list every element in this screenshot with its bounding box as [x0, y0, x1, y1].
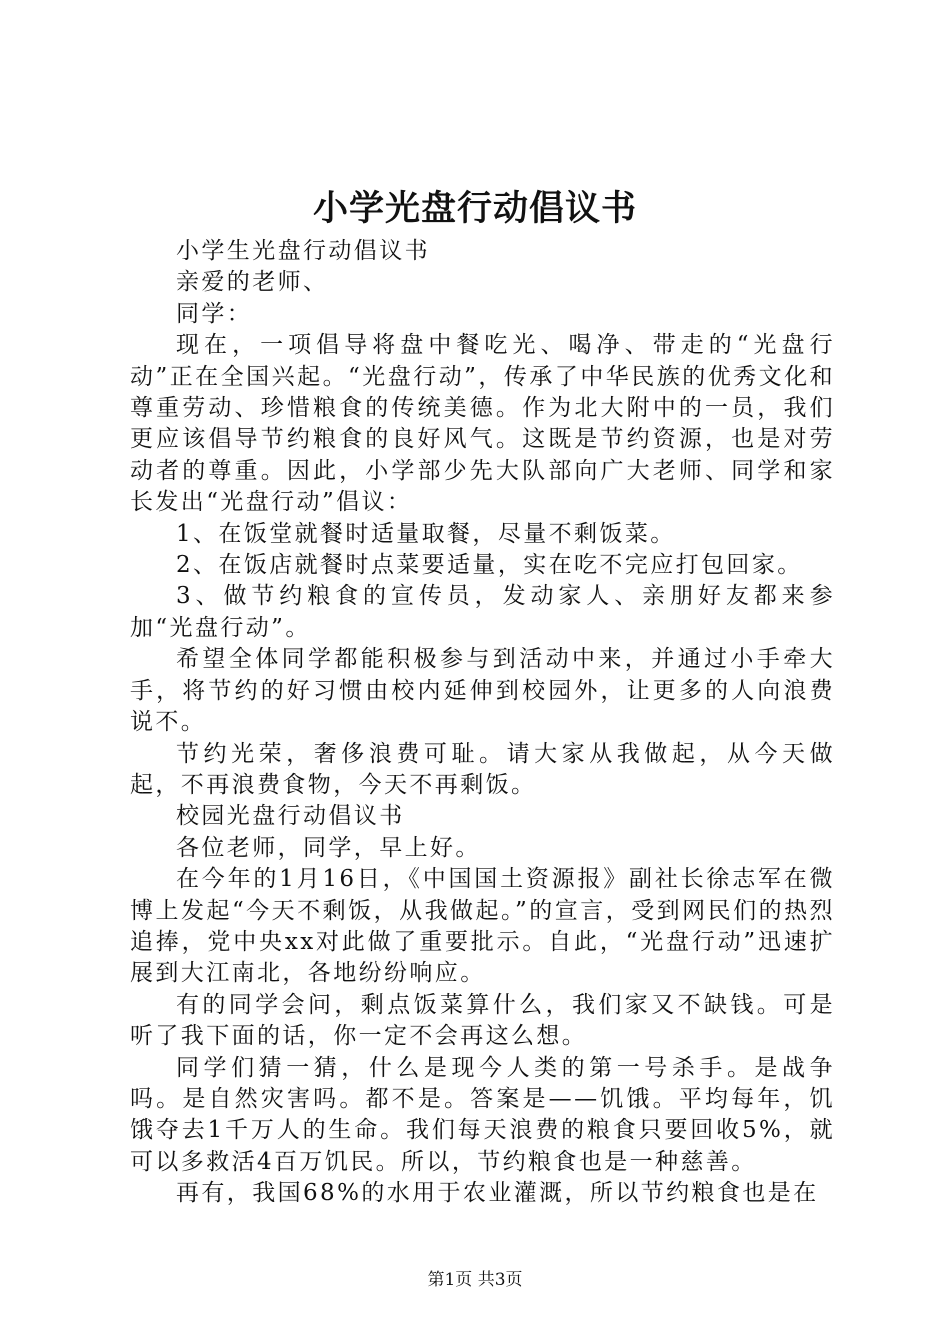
page-footer: 第1页 共3页	[427, 1270, 523, 1290]
paragraph-salutation: 亲爱的老师、	[176, 269, 329, 296]
paragraph-hunger: 同学们猜一猜，什么是现今人类的第一号杀手。是战争吗。是自然灾害吗。都不是。答案是——饥饿。平均每年，饥饿夺去1千万人的生命。我们每天浪费的粮食只要回收5%，就可以多救活4百万饥民。所以，节约粮食也是一种慈善。	[130, 1054, 835, 1175]
paragraph-slogan: 节约光荣，奢侈浪费可耻。请大家从我做起，从今天做起，不再浪费食物，今天不再剩饭。	[130, 740, 835, 798]
paragraph-question: 有的同学会问，剩点饭菜算什么，我们家又不缺钱。可是听了我下面的话，你一定不会再这么想。	[130, 991, 835, 1050]
paragraph-hope: 希望全体同学都能积极参与到活动中来，并通过小手牵大手，将节约的好习惯由校内延伸到校园外，让更多的人向浪费说不。	[130, 646, 835, 736]
paragraph-section-title: 校园光盘行动倡议书	[176, 803, 405, 830]
paragraph-item-1: 1、在饭堂就餐时适量取餐，尽量不剩饭菜。	[176, 520, 676, 547]
paragraph-background: 在今年的1月16日，《中国国土资源报》副社长徐志军在微博上发起“今天不剩饭，从我做起。”的宣言，受到网民们的热烈追捧，党中央xx对此做了重要批示。自此，“光盘行动”迅速扩展到大江南北，各地纷纷响应。	[130, 866, 835, 987]
paragraph-item-2: 2、在饭店就餐时点菜要适量，实在吃不完应打包回家。	[176, 552, 803, 579]
paragraph-salutation-cont: 同学：	[176, 300, 253, 327]
paragraph-subtitle: 小学生光盘行动倡议书	[176, 238, 430, 264]
paragraph-intro: 现在，一项倡导将盘中餐吃光、喝净、带走的“光盘行动”正在全国兴起。“光盘行动”，传承了中华民族的优秀文化和尊重劳动、珍惜粮食的传统美德。作为北大附中的一员，我们更应该倡导节约粮食的良好风气。这既是节约资源，也是对劳动者的尊重。因此，小学部少先大队部向广大老师、同学和家长发出“光盘行动”倡议：	[130, 332, 835, 516]
document-body	[130, 236, 835, 1210]
paragraph-item-3: 3、做节约粮食的宣传员，发动家人、亲朋好友都来参加“光盘行动”。	[130, 583, 835, 641]
paragraph-water: 再有，我国68%的水用于农业灌溉，所以节约粮食也是在	[176, 1180, 819, 1207]
document-title: 小学光盘行动倡议书	[312, 188, 637, 229]
paragraph-greeting: 各位老师，同学，早上好。	[176, 834, 481, 861]
